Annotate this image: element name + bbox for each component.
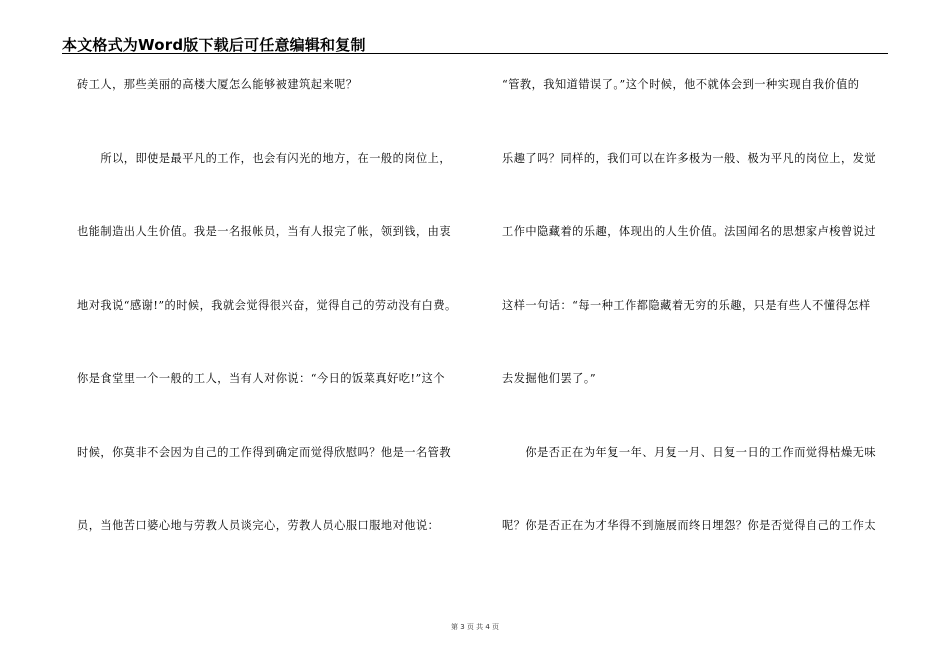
text-line: 乐趣了吗？同样的，我们可以在许多极为一般、极为平凡的岗位上，发觉 xyxy=(502,151,877,165)
text-line: 工作中隐藏着的乐趣，体现出的人生价值。法国闻名的思想家卢梭曾说过 xyxy=(502,225,877,238)
text-line: 地对我说“感谢!”的时候，我就会觉得很兴奋，觉得自己的劳动没有白费。 xyxy=(77,298,457,312)
header-divider xyxy=(62,53,888,54)
text-line: 所以，即使是最平凡的工作，也会有闪光的地方，在一般的岗位上， xyxy=(77,151,452,165)
text-line: 你是食堂里一个一般的工人，当有人对你说：“今日的饭菜真好吃!”这个 xyxy=(77,372,446,385)
text-line: 去发掘他们罢了。” xyxy=(502,372,597,385)
document-header-title: 本文格式为Word版下载后可任意编辑和复制 xyxy=(62,36,366,54)
text-line: 这样一句话：“每一种工作都隐藏着无穷的乐趣，只是有些人不懂得怎样 xyxy=(502,298,871,312)
text-line: 砖工人，那些美丽的高楼大厦怎么能够被建筑起来呢？ xyxy=(77,78,358,91)
page-number-footer: 第 3 页 共 4 页 xyxy=(450,623,500,631)
text-line: “管教，我知道错误了。”这个时候，他不就体会到一种实现自我价值的 xyxy=(502,78,860,91)
text-line: 你是否正在为年复一年、月复一月、日复一日的工作而觉得枯燥无味 xyxy=(502,445,877,459)
text-line: 呢？你是否正在为才华得不到施展而终日埋怨？你是否觉得自己的工作太 xyxy=(502,519,877,532)
text-line: 时候，你莫非不会因为自己的工作得到确定而觉得欣慰吗？他是一名管教 xyxy=(77,445,452,459)
text-line: 员，当他苦口婆心地与劳教人员谈完心，劳教人员心服口服地对他说： xyxy=(77,519,440,532)
text-line: 也能制造出人生价值。我是一名报帐员，当有人报完了帐，领到钱，由衷 xyxy=(77,225,452,238)
